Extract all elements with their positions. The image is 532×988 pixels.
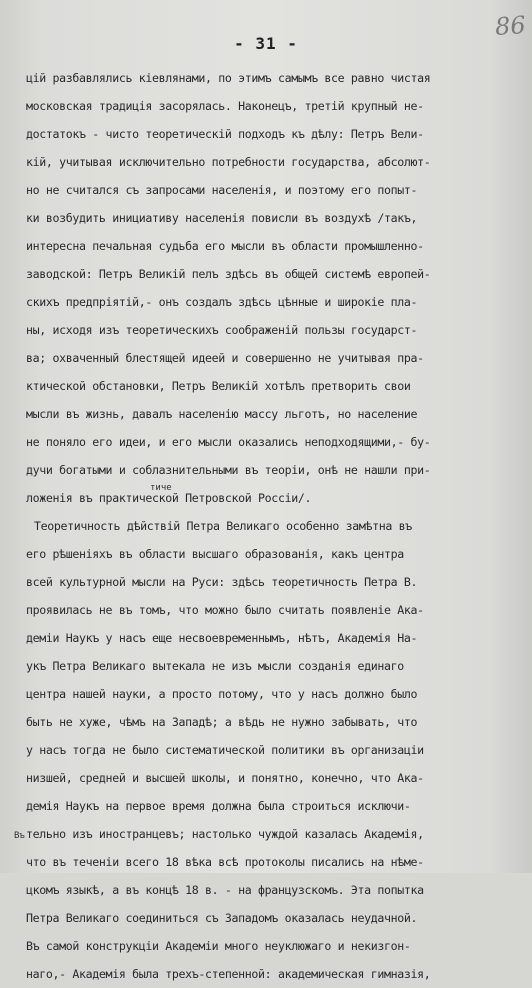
text-line: но не считался съ запросами населенія, и поэтому его попыт- [26,183,418,197]
text-line: ва; охваченный блестящей идеей и совершенно не учитывая пра- [26,351,424,365]
text-line: ктической обстановки, Петръ Великій хотѣлъ претворить свои [26,379,411,393]
archive-number: 86 [494,10,527,42]
text-line-paragraph-start: Теоретичность дѣйствій Петра Великаго особенно замѣтна въ [34,519,412,533]
page-number: - 31 - [234,34,298,53]
text-line: низшей, средней и высшей школы, и понятно, конечно, что Ака- [26,771,424,785]
text-line: быть не хуже, чѣмъ на Западѣ; а вѣдь не нужно забывать, что [26,715,418,729]
text-line: наго,- Академія была трехъ-степенной: академическая гимназія, [26,967,431,981]
text-line: всей культурной мысли на Руси: здѣсь теоретичность Петра В. [26,575,418,589]
text-line: что въ теченіи всего 18 вѣка всѣ протоколы писались на нѣме- [26,855,424,869]
text-line: кій, учитывая исключительно потребности государства, абсолют- [26,155,431,169]
handwritten-correction: Въ [14,831,25,841]
handwritten-correction: тиче [150,483,172,493]
text-line: центра нашей науки, а просто потому, что у насъ должно было [26,687,418,701]
text-line: деміи Наукъ у насъ еще несвоевременнымъ, нѣтъ, Академія На- [26,631,418,645]
typed-text-body [26,64,526,988]
text-line: интересна печальная судьба его мысли въ области промышленно- [26,239,424,253]
text-line: московская традиція засорялась. Наконецъ, третій крупный не- [26,99,424,113]
text-line: заводской: Петръ Великій пелъ здѣсь въ общей системѣ европей- [26,267,431,281]
text-line: достатокъ - чисто теоретическій подходъ къ дѣлу: Петръ Вели- [26,127,424,141]
text-line: Въ самой конструкціи Академіи много неуклюжаго и некизгон- [26,939,411,953]
text-line: у насъ тогда не было систематической политики въ организаціи [26,743,424,757]
text-line: цкомъ языкѣ, а въ концѣ 18 в. - на французскомъ. Эта попытка [26,883,424,897]
text-line: дучи богатыми и соблазнительными въ теоріи, онѣ не нашли при- [26,463,431,477]
text-line: ложенія въ практической Петровской Россіи/. [26,491,312,505]
text-line: цій разбавлялись кіевлянами, по этимъ самымъ все равно чистая [26,71,431,85]
text-line: его рѣшеніяхъ въ области высшаго образованія, какъ центра [26,547,404,561]
text-line: демія Наукъ на первое время должна была строиться исключи- [26,799,411,813]
text-line: ки возбудить инициативу населенія повисли въ воздухѣ /такъ, [26,211,418,225]
text-line: не поняло его идеи, и его мысли оказались неподходящими,- бу- [26,435,431,449]
text-line: укъ Петра Великаго вытекала не изъ мысли созданія единаго [26,659,404,673]
text-line: мысли въ жизнь, давалъ населенію массу льготъ, но население [26,407,418,421]
text-line: Петра Великаго соединиться съ Западомъ оказалась неудачной. [26,911,418,925]
text-line: скихъ предпріятій,- онъ создалъ здѣсь цѣнные и широкіе пла- [26,295,418,309]
text-line: проявилась не въ томъ, что можно было считать появленіе Ака- [26,603,424,617]
text-line: тельно изъ иностранцевъ; настолько чуждой казалась Академія, [26,827,424,841]
text-line: ны, исходя изъ теоретическихъ соображеній пользы государст- [26,323,418,337]
